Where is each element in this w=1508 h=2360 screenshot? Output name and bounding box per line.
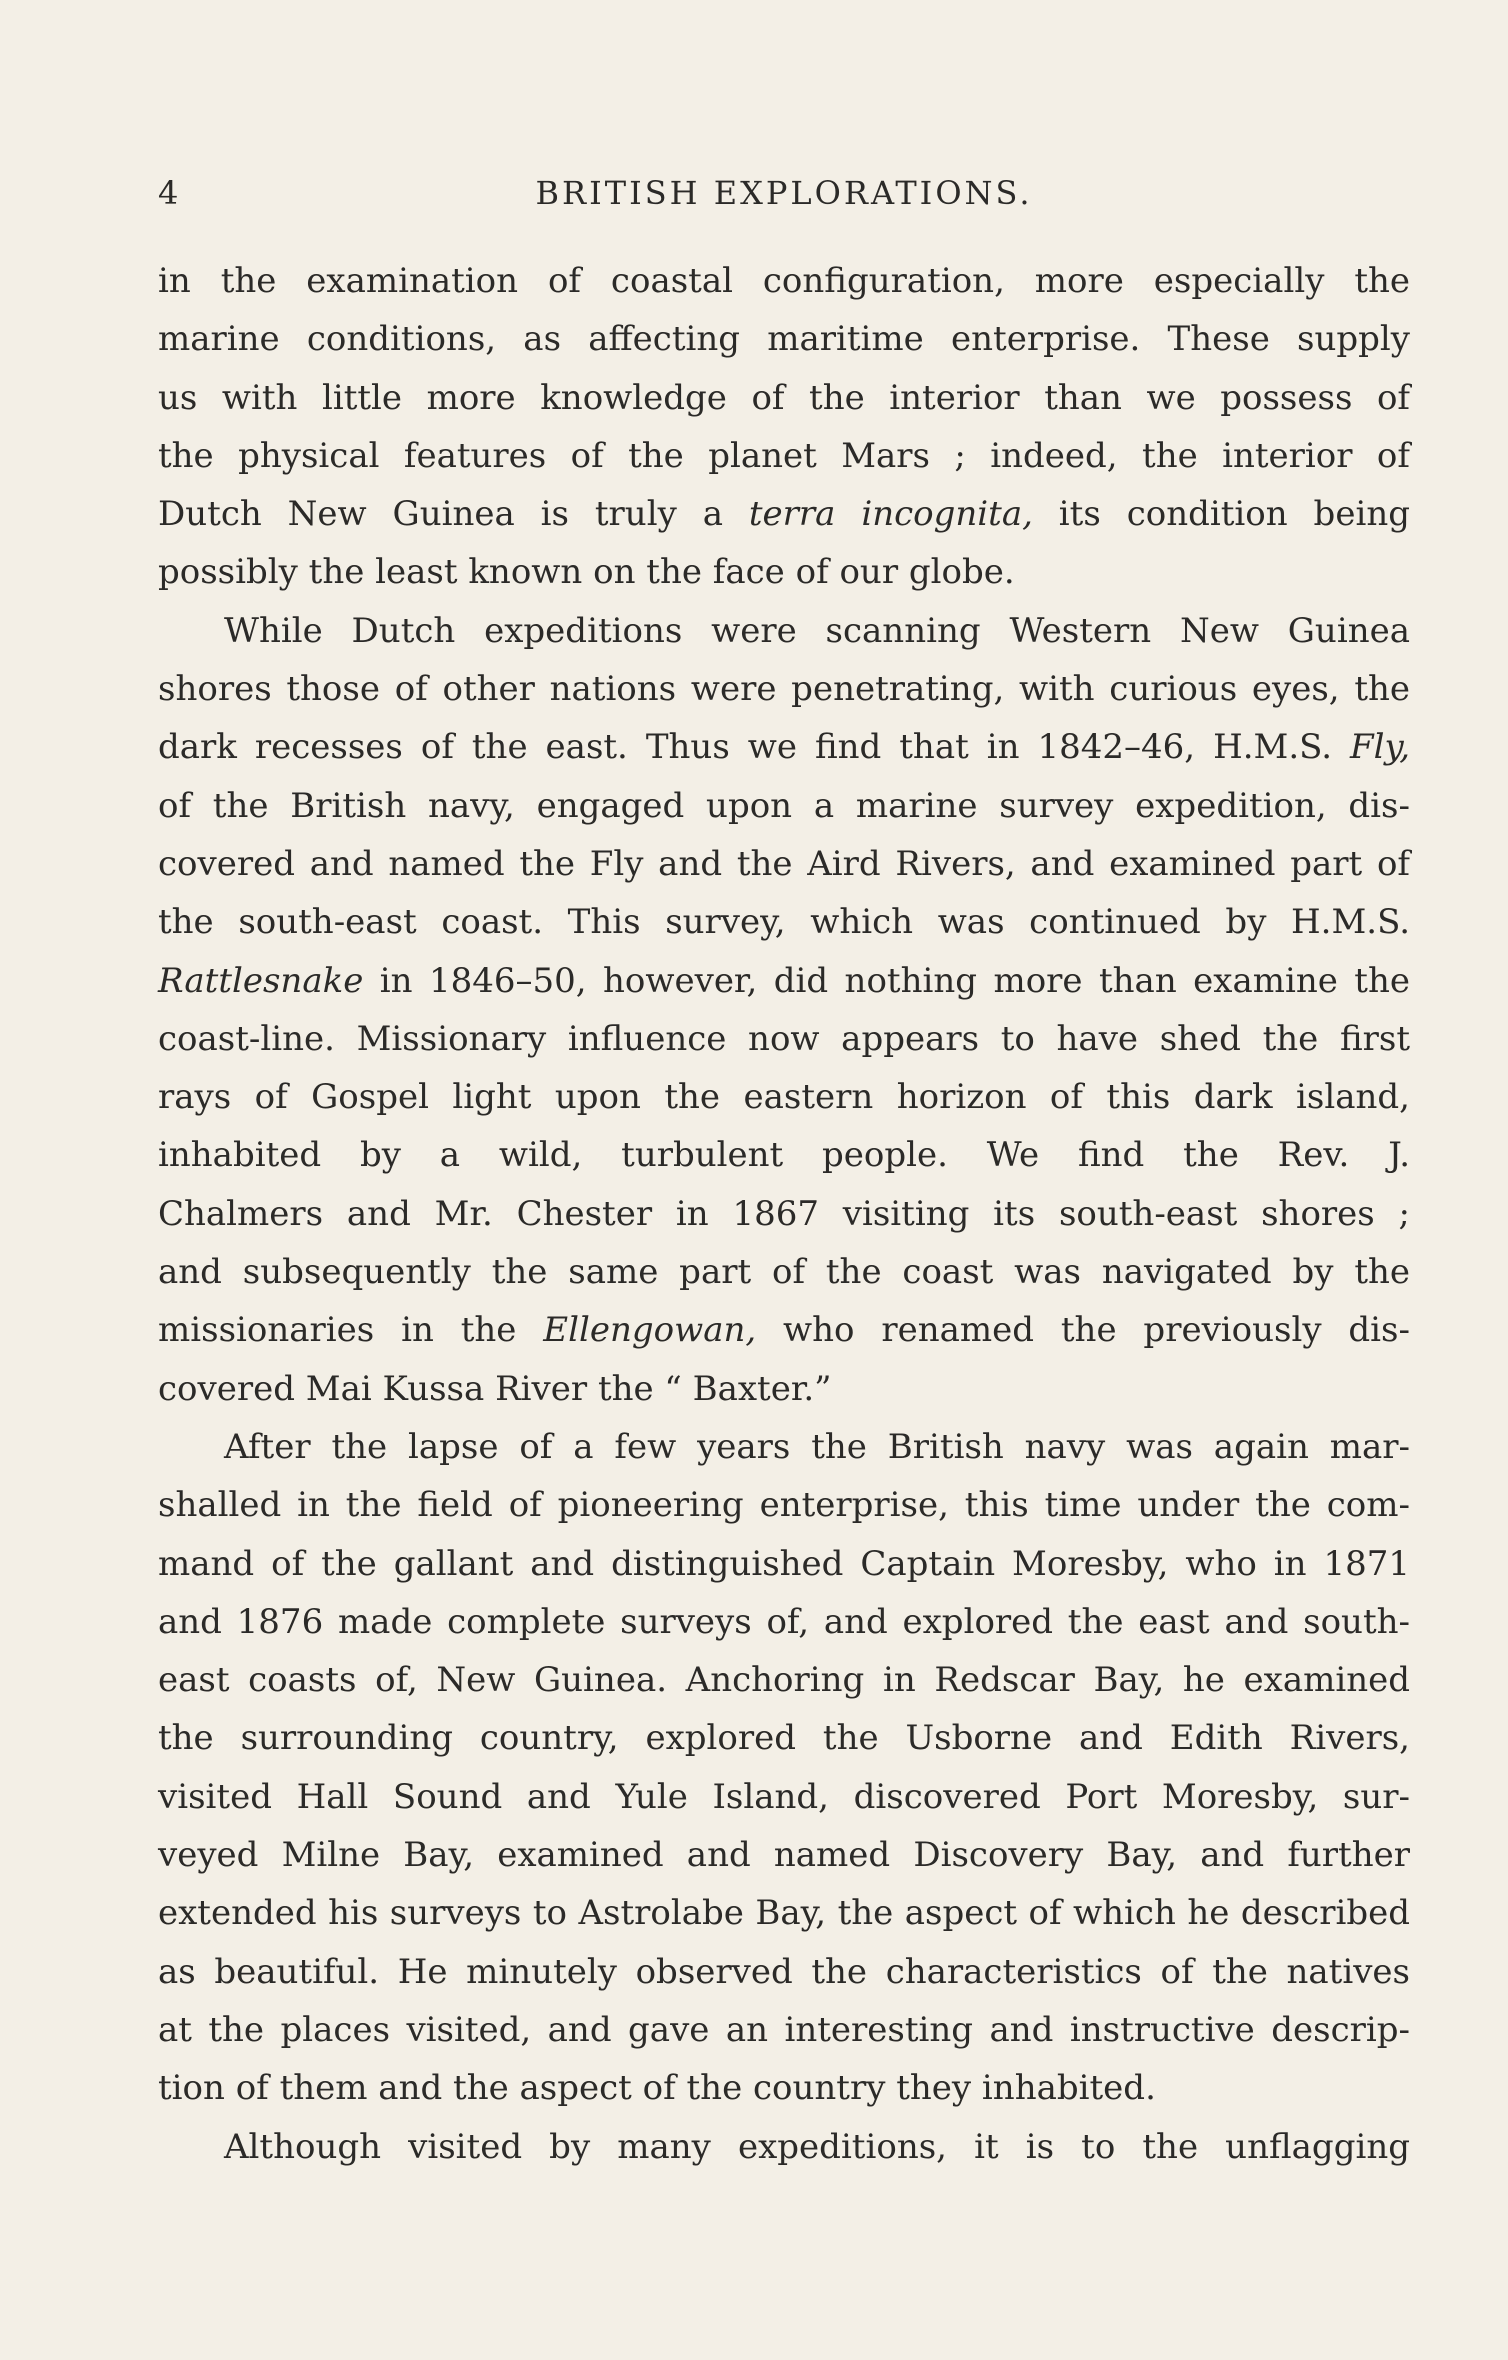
text-run: covered Mai Kussa River the “ Baxter.” [158, 1368, 832, 1409]
text-run: rays of Gospel light upon the eastern horizon of this dark island, [158, 1077, 1410, 1118]
text-line [158, 1301, 1410, 1359]
text-run: the physical features of the planet Mars ; indeed, the interior of [158, 435, 1410, 476]
text-run: While Dutch expeditions were scanning Western New Guinea [224, 610, 1410, 651]
text-line [158, 1010, 1410, 1068]
page-number: 4 [158, 174, 180, 212]
text-line [158, 1068, 1410, 1126]
text-run: covered and named the Fly and the Aird Rivers, and examined part of [158, 843, 1410, 884]
text-line [158, 835, 1410, 893]
text-run: veyed Milne Bay, examined and named Discovery Bay, and further [158, 1835, 1410, 1876]
text-line [158, 1593, 1410, 1651]
paragraph [158, 2118, 1410, 2176]
italic-text: Rattlesnake [158, 960, 364, 1001]
text-run: at the places visited, and gave an interesting and instructive descrip- [158, 2009, 1410, 2050]
text-line [158, 1826, 1410, 1884]
text-run: in the examination of coastal configuration, more especially the [158, 261, 1410, 301]
italic-text: Fly, [1350, 727, 1410, 768]
text-line [158, 2001, 1410, 2059]
text-line [158, 2118, 1410, 2176]
text-run: missionaries in the [158, 1310, 544, 1351]
text-run: mand of the gallant and distinguished Captain Moresby, who in 1871 [158, 1543, 1410, 1584]
paragraph [158, 252, 1410, 602]
text-line [158, 427, 1410, 485]
text-line [158, 893, 1410, 951]
text-run: its condition being [1032, 494, 1410, 535]
text-line [158, 310, 1410, 368]
text-line [158, 369, 1410, 427]
text-run: who renamed the previously dis- [756, 1310, 1410, 1351]
text-run: Dutch New Guinea is truly a [158, 494, 749, 535]
text-line [158, 718, 1410, 776]
text-run: of the British navy, engaged upon a marine survey expedition, dis- [158, 785, 1410, 826]
body-text [158, 252, 1410, 2176]
text-run: tion of them and the aspect of the country they inhabited. [158, 2068, 1156, 2109]
text-line [158, 952, 1410, 1010]
text-run: east coasts of, New Guinea. Anchoring in Redscar Bay, he examined [158, 1660, 1410, 1701]
text-run: us with little more knowledge of the interior than we possess of [158, 377, 1410, 418]
text-run: shalled in the field of pioneering enterprise, this time under the com- [158, 1485, 1410, 1526]
text-line [158, 1768, 1410, 1826]
text-run: marine conditions, as affecting maritime enterprise. These supply [158, 319, 1410, 360]
text-run: After the lapse of a few years the British navy was again mar- [224, 1426, 1410, 1467]
text-run: the surrounding country, explored the Usborne and Edith Rivers, [158, 1718, 1410, 1759]
text-line [158, 1884, 1410, 1942]
text-line [158, 1709, 1410, 1767]
text-run: Although visited by many expeditions, it is to the unflagging [224, 2126, 1410, 2167]
text-line [158, 1418, 1410, 1476]
italic-text: Ellengowan, [543, 1310, 757, 1351]
text-run: and 1876 made complete surveys of, and explored the east and south- [158, 1601, 1410, 1642]
text-run: in 1846–50, however, did nothing more than examine the [363, 960, 1410, 1001]
text-run: inhabited by a wild, turbulent people. We find the Rev. J. [158, 1135, 1410, 1176]
text-run: coast-line. Missionary influence now appears to have shed the first [158, 1018, 1410, 1059]
text-line [158, 1126, 1410, 1184]
paragraph [158, 602, 1410, 1418]
text-run: the south-east coast. This survey, which was continued by H.M.S. [158, 902, 1410, 943]
text-line [158, 543, 1410, 601]
text-line [158, 660, 1410, 718]
text-line [158, 1360, 1410, 1418]
text-line [158, 1476, 1410, 1534]
text-run: as beautiful. He minutely observed the characteristics of the natives [158, 1951, 1410, 1992]
italic-text: terra incognita, [748, 494, 1033, 535]
page-header [158, 174, 1410, 224]
text-run: and subsequently the same part of the coast was navigated by the [158, 1252, 1410, 1293]
text-line [158, 602, 1410, 660]
text-run: dark recesses of the east. Thus we find that in 1842–46, H.M.S. [158, 727, 1351, 768]
text-line [158, 1243, 1410, 1301]
paragraph [158, 1418, 1410, 2118]
text-line [158, 777, 1410, 835]
text-run: possibly the least known on the face of our globe. [158, 552, 1015, 593]
text-run: Chalmers and Mr. Chester in 1867 visiting its south-east shores ; [158, 1193, 1410, 1234]
text-run: extended his surveys to Astrolabe Bay, the aspect of which he described [158, 1893, 1410, 1934]
text-line [158, 485, 1410, 543]
running-head: BRITISH EXPLORATIONS. [535, 174, 1033, 212]
text-line [158, 1185, 1410, 1243]
text-run: shores those of other nations were penetrating, with curious eyes, the [158, 669, 1410, 710]
text-line [158, 1651, 1410, 1709]
text-run: visited Hall Sound and Yule Island, discovered Port Moresby, sur- [158, 1776, 1410, 1817]
text-line [158, 1943, 1410, 2001]
text-line [158, 252, 1410, 310]
text-line [158, 1535, 1410, 1593]
text-line [158, 2059, 1410, 2117]
